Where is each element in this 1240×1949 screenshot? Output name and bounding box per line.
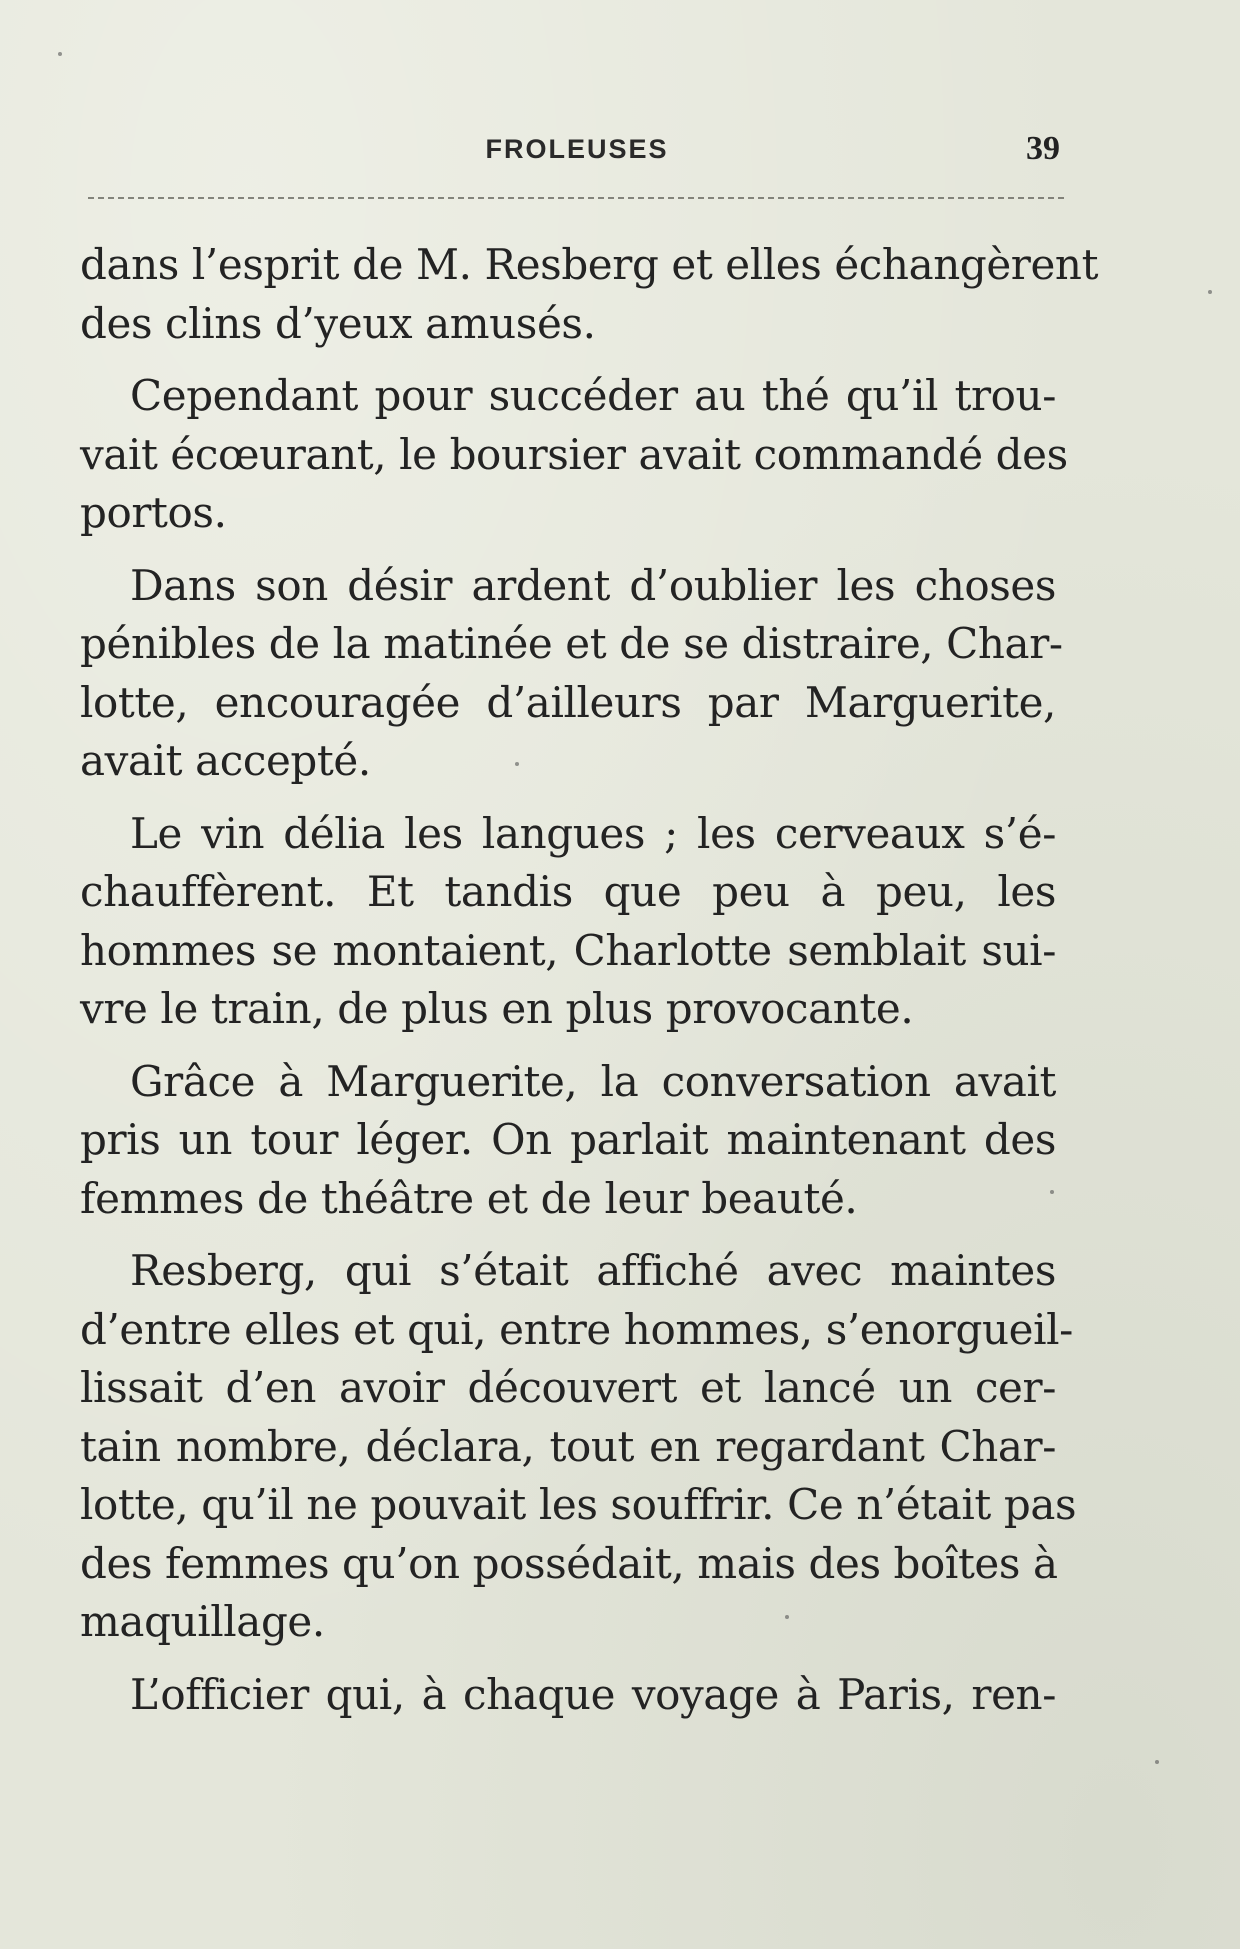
text-line: avait accepté. bbox=[80, 736, 371, 785]
text-line: pris un tour léger. On parlait maintenant des bbox=[80, 1115, 1056, 1164]
paragraph bbox=[80, 1666, 1056, 1725]
body-text bbox=[80, 236, 1099, 1724]
running-title: FROLEUSES bbox=[485, 134, 669, 164]
paragraph bbox=[80, 236, 1099, 353]
text-line: des femmes qu’on possédait, mais des boîtes à bbox=[80, 1538, 1058, 1588]
paragraph bbox=[80, 1053, 1056, 1229]
text-line: hommes se montaient, Charlotte semblait sui- bbox=[80, 925, 1056, 975]
text-line: vait écœurant, le boursier avait commandé des bbox=[80, 429, 1068, 479]
paper-speck bbox=[1155, 1760, 1159, 1764]
page-number: 39 bbox=[1026, 130, 1060, 167]
paragraph bbox=[80, 1242, 1077, 1652]
paragraph bbox=[80, 367, 1068, 543]
text-line: portos. bbox=[80, 488, 227, 537]
text-line: maquillage. bbox=[80, 1597, 325, 1646]
paragraph bbox=[80, 557, 1063, 791]
text-line: Grâce à Marguerite, la conversation avait bbox=[130, 1056, 1056, 1106]
text-line: pénibles de la matinée et de se distraire, Char- bbox=[80, 619, 1063, 668]
paper-speck bbox=[1050, 1190, 1054, 1194]
text-line: vre le train, de plus en plus provocante. bbox=[80, 984, 914, 1033]
text-line: d’entre elles et qui, entre hommes, s’enorgueil- bbox=[80, 1304, 1073, 1354]
running-header bbox=[82, 130, 1072, 170]
paper-speck bbox=[58, 52, 62, 56]
text-line: Resberg, qui s’était affiché avec maintes bbox=[130, 1246, 1056, 1295]
text-line: lissait d’en avoir découvert et lancé un cer- bbox=[80, 1363, 1056, 1412]
text-line: lotte, encouragée d’ailleurs par Marguerite, bbox=[80, 677, 1056, 727]
text-line: dans l’esprit de M. Resberg et elles échangèrent bbox=[80, 240, 1099, 289]
paper-speck bbox=[515, 762, 519, 766]
text-line: femmes de théâtre et de leur beauté. bbox=[80, 1173, 858, 1223]
text-line: Cependant pour succéder au thé qu’il trou- bbox=[130, 371, 1056, 420]
text-line: L’officier qui, à chaque voyage à Paris, ren- bbox=[130, 1669, 1056, 1719]
paper-speck bbox=[785, 1615, 789, 1619]
text-line: Dans son désir ardent d’oublier les choses bbox=[130, 560, 1056, 610]
paragraph bbox=[80, 805, 1056, 1039]
text-line: lotte, qu’il ne pouvait les souffrir. Ce n’était pas bbox=[80, 1480, 1077, 1529]
text-line: des clins d’yeux amusés. bbox=[80, 298, 596, 348]
paper-speck bbox=[1208, 290, 1212, 294]
text-line: chauffèrent. Et tandis que peu à peu, les bbox=[80, 867, 1056, 916]
header-rule bbox=[88, 197, 1064, 199]
text-line: tain nombre, déclara, tout en regardant Char- bbox=[80, 1421, 1056, 1471]
text-line: Le vin délia les langues ; les cerveaux s’é- bbox=[130, 808, 1056, 858]
